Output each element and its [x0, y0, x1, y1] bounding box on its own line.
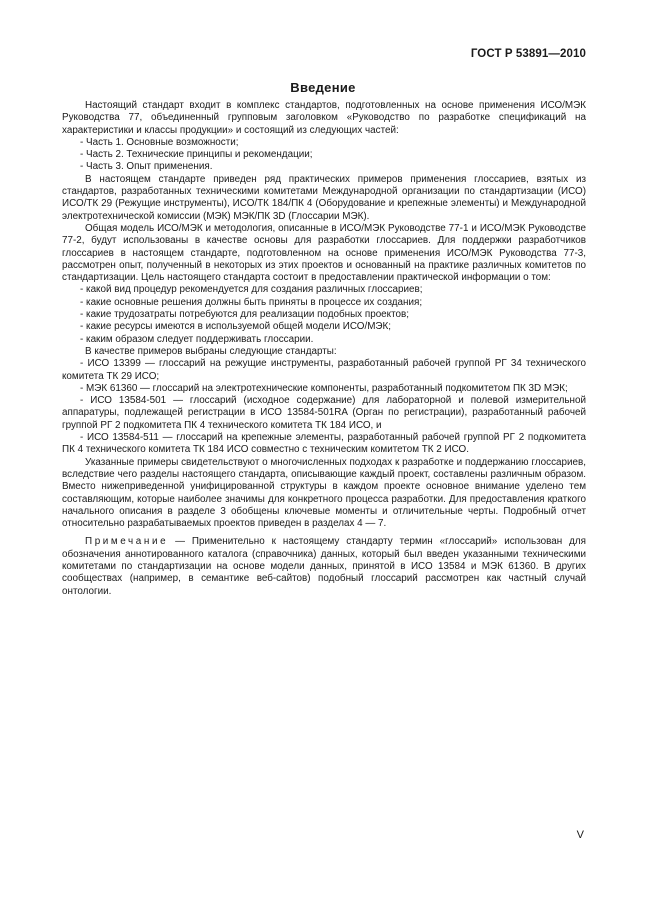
list-item: - какие основные решения должны быть приняты в процессе их создания;: [80, 296, 423, 308]
list-item: - ИСО 13584-501 — глоссарий (исходное содержание) для лабораторной и полевой измерительной аппаратуры, подлежащей регистрации в ИСО 13584-501RA (Орган по регистрации), разработанный рабочей группой РГ 2 подкомитета ПК 4 технического комитета ТК 184 ИСО, и: [62, 395, 586, 431]
note-label: Примечание: [85, 536, 169, 548]
list-item: - МЭК 61360 — глоссарий на электротехнические компоненты, разработанный подкомитетом ПК 3D МЭК;: [80, 382, 568, 394]
list-item: - Часть 1. Основные возможности;: [80, 136, 239, 148]
list-item: - какой вид процедур рекомендуется для создания различных глоссариев;: [80, 284, 423, 296]
body-text: [62, 100, 586, 598]
note-text: — Применительно к настоящему стандарту термин «глоссарий» использован для обозначения аннотированного каталога (справочника) данных, который был введен указанными техническими комитетами по стандартизации на основе модели данных, принятой в ИСО 13584 и МЭК 61360. В других сообществах (например, в семантике веб-сайтов) подобный глоссарий рассмотрен как частный случай онтологии.: [62, 536, 586, 597]
list-item: - Часть 3. Опыт применения.: [80, 161, 213, 173]
paragraph: Настоящий стандарт входит в комплекс стандартов, подготовленных на основе применения ИСО/МЭК Руководства 77, объединенный групповым заголовком «Руководство по разработке спецификаций на характеристики и классы продукции» и состоящий из следующих частей:: [62, 100, 586, 136]
list-item: - каким образом следует поддерживать глоссарии.: [80, 333, 314, 345]
section-title: Введение: [290, 80, 356, 95]
list-item: - ИСО 13584-511 — глоссарий на крепежные элементы, разработанный рабочей группой РГ 2 подкомитета ПК 4 технического комитета ТК 184 ИСО совместно с техническим комитетом ТК 2 ИСО.: [62, 432, 586, 456]
list-item: - какие трудозатраты потребуются для реализации подобных проектов;: [80, 309, 410, 321]
page-number: V: [576, 829, 584, 841]
note: [62, 536, 586, 597]
list-item: - ИСО 13399 — глоссарий на режущие инструменты, разработанный рабочей группой РГ 34 технического комитета ТК 29 ИСО;: [62, 358, 586, 382]
paragraph: Указанные примеры свидетельствуют о многочисленных подходах к разработке и поддержанию глоссариев, вследствие чего разделы настоящего стандарта, описывающие каждый проект, составлены различным образом. Вместо нижеприведенной унифицированной структуры в каждом проекте основное внимание уделено тем составляющим, которые наиболее значимы для конкретного процесса разработки. Для предоставления краткого начального описания в разделе 3 обобщены ключевые моменты и отличительные черты. Подробный отчет относительно разрабатываемых проектов приведен в разделах 4 — 7.: [62, 456, 586, 530]
list-item: - какие ресурсы имеются в используемой общей модели ИСО/МЭК;: [80, 321, 392, 333]
paragraph: В качестве примеров выбраны следующие стандарты:: [85, 345, 337, 357]
paragraph: В настоящем стандарте приведен ряд практических примеров применения глоссариев, взятых из стандартов, разработанных техническими комитетами Международной организации по стандартизации (ИСО) ИСО/ТК 29 (Режущие инструменты), ИСО/ТК 184/ПК 4 (Оборудование и крепежные элементы) и Международной электротехнической комиссии (МЭК) МЭК/ПК 3D (Глоссарии МЭК).: [62, 173, 586, 222]
paragraph: Общая модель ИСО/МЭК и методология, описанные в ИСО/МЭК Руководстве 77-1 и ИСО/МЭК Руководстве 77-2, будут использованы в качестве основы для разработки глоссариев. Для поддержки разработчиков глоссариев в настоящем стандарте, подготовленном на основе применения ИСО/МЭК Руководства 77-3, рассмотрен опыт, полученный в некоторых из этих проектов и основанный на практике различных комитетов по стандартизации. Цель настоящего стандарта состоит в предоставлении практической информации о том:: [62, 222, 586, 284]
list-item: - Часть 2. Технические принципы и рекомендации;: [80, 149, 313, 161]
document-header: ГОСТ Р 53891—2010: [470, 48, 586, 60]
